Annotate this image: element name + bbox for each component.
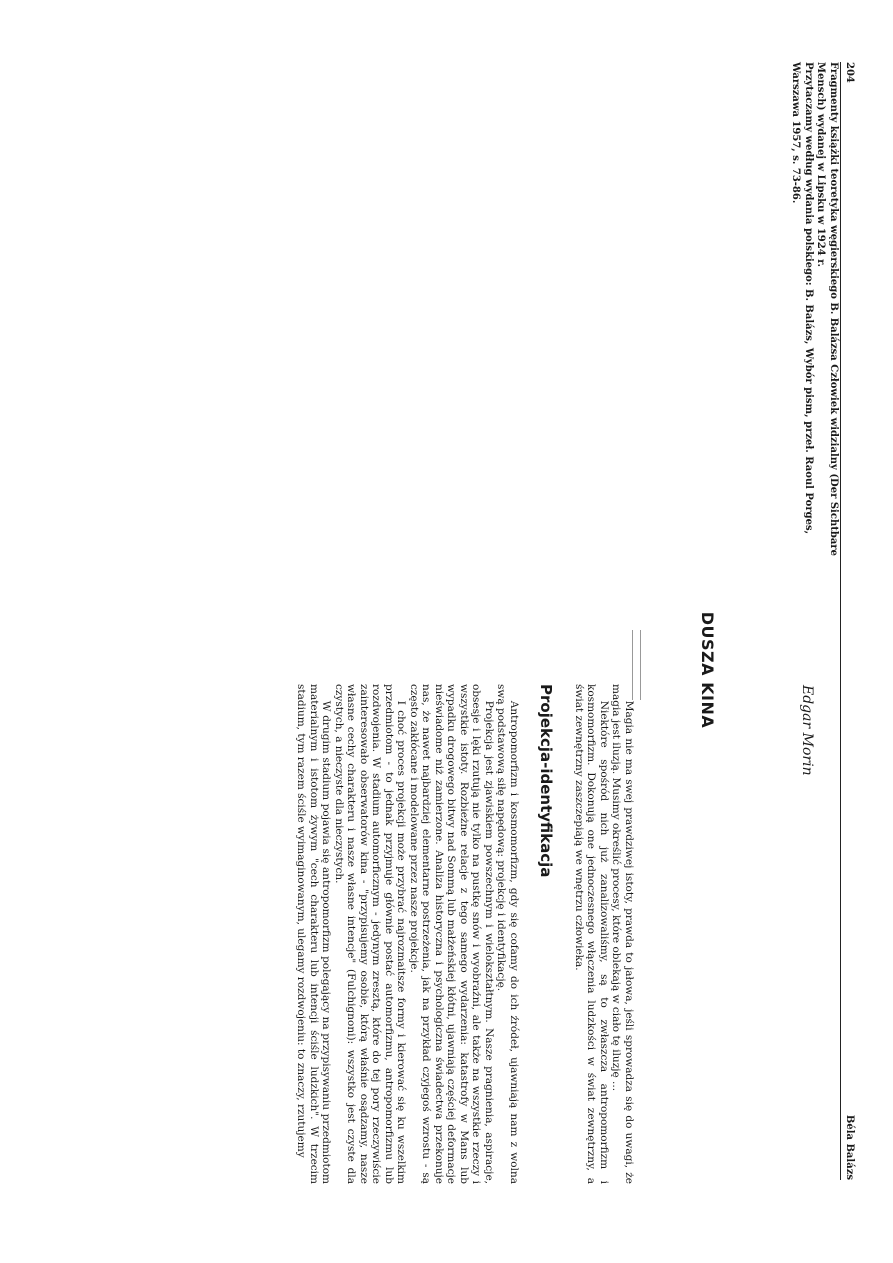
section-heading: Projekcja-identyfikacja: [537, 684, 556, 878]
source-note-line: Warszawa 1957, s. 73-86.: [790, 62, 802, 204]
running-author: Béla Balázs: [844, 1114, 855, 1180]
source-note-line: Mensch) wydanej w Lipsku w 1924 r.: [815, 62, 827, 267]
body-text: [295, 684, 635, 1184]
chapter-title: DUSZA KINA: [698, 611, 717, 729]
paragraph: W drugim stadium pojawia się antropomorfizm polegający na przypisywaniu przedmiotom materialnym i istotom żywym "cech charakteru lub intencji ściśle ludzkich". W trzecim stadium, tym razem ściśle wyimaginowanym, ulegamy rozdwojeniu: to znaczy, rzutujemy: [295, 684, 333, 1184]
running-header: [840, 62, 855, 1180]
source-note-line: Przytaczamy według wydania polskiego: B. Balázs, Wybór pism, przeł. Raoul Porges,: [803, 62, 814, 535]
source-note-line: Fragmenty książki teoretyka węgierskiego B. Balázsa Człowiek widzialny (Der Sichtbare: [828, 62, 839, 556]
paragraph: Antropomorfizm i kosmomorfizm, gdy się cofamy do ich źródeł, ujawniają nam z wolna swą podstawową siłę napędową: projekcję i identyfikację.: [495, 684, 520, 1184]
divider: [640, 630, 641, 700]
paragraph: Magia nie ma swej prawdziwej istoty, prawda to jałowa, jeśli sprowadza się do uwagi, że magia jest iluzją. Musimy określić procesy, które oblekają w ciało tę iluzję ...: [610, 684, 635, 1184]
paragraph: I choć proces projekcji może przybrać najrozmaitsze formy i kierować się ku wszelkim przedmiotom - to jednak przyjmuje głównie postać automorfizmu, antropomorfizmu lub rozdwojenia. W stadium automorficznym - jedynym zresztą, które do tej pory rzeczywiście zainteresowało obserwatorów kina - "przypisujemy osobie, którą właśnie osądzamy, nasze własne cechy charakteru i nasze własne intencje" (Fulchignoni): wszystko jest czyste dla czystych, a nieczyste dla nieczystych.: [333, 684, 408, 1184]
chapter-author: Edgar Morin: [799, 685, 815, 776]
paragraph: Projekcja jest zjawiskiem powszechnym i wielokształtnym. Nasze pragnienia, aspiracje, obsesje i lęki rzutują nie tylko na pustkę snów i wyobraźni, ale także na wszystkie rzeczy i wszystkie istoty. Rozbieżne relacje z tego samego wydarzenia: katastrofy w Mans lub wypadku drogowego bitwy nad Sommą lub małżeńskiej kłótni, ujawniają częściej deformacje nieświadome niż zamierzone. Analiza historyczna i psychologiczna świadectwa przekonuje nas, że nawet najbardziej elementarne postrzeżenia, jak na przykład czyjegoś wzrostu - są często zakłócane i modelowane przez nasze projekcje.: [408, 684, 495, 1184]
page-number: 204: [844, 62, 855, 83]
source-note: [789, 62, 839, 782]
paragraph: Niektóre spośród nich już zanalizowaliśmy, są to zwłaszcza antropomorfizm i kosmomorfizm. Dokonują one jednoczesnego włączenia ludzkości w świat zewnętrzny, a świat zewnętrzny zaszczepiają we wnętrzu człowieka.: [573, 684, 610, 1184]
